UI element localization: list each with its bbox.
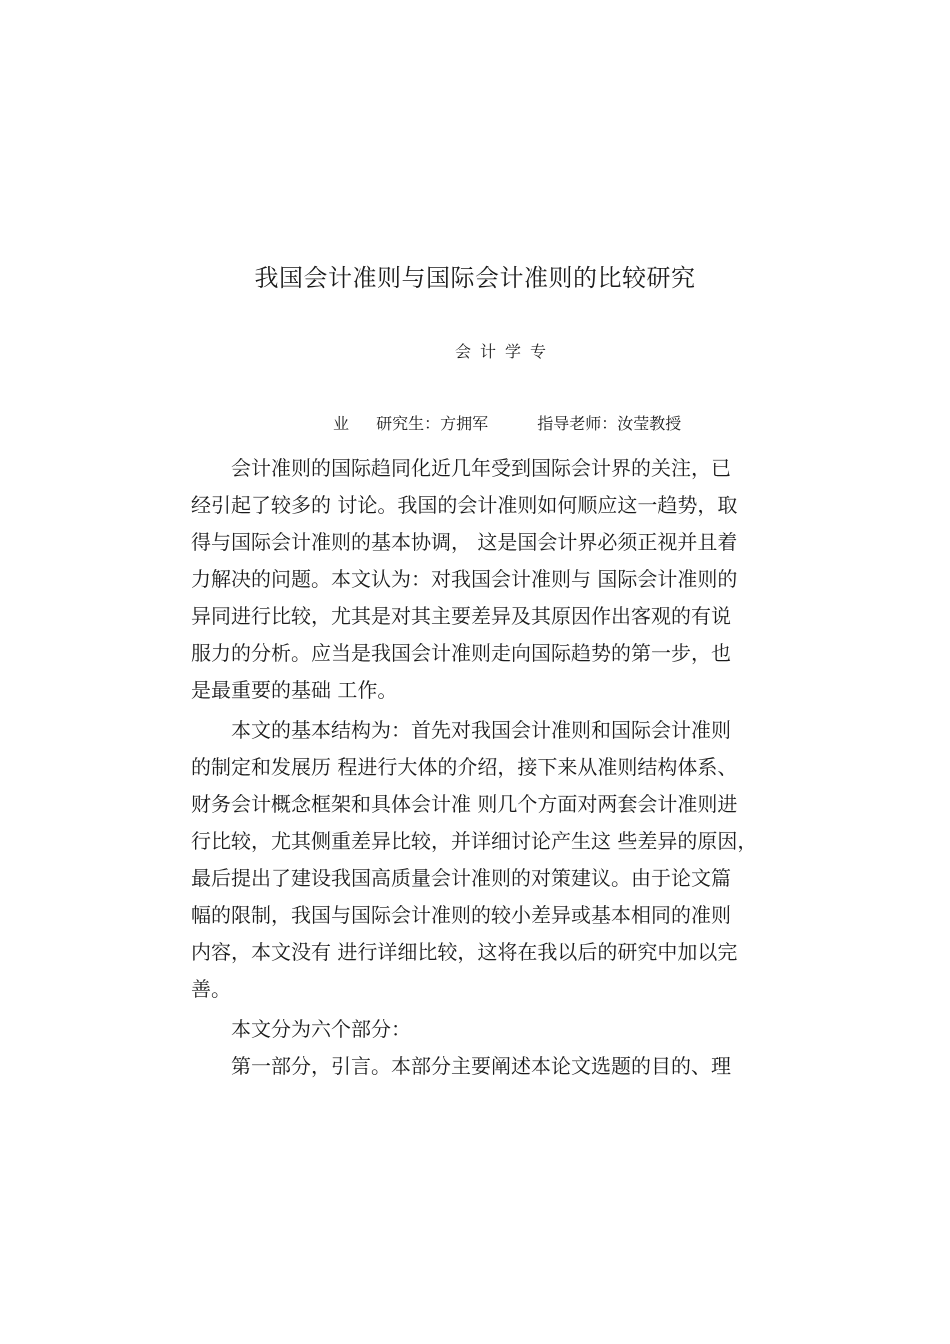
text-line: 本文的基本结构为：首先对我国会计准则和国际会计准则 — [231, 718, 731, 742]
paragraph-4 — [191, 1048, 763, 1085]
text-line: 是最重要的基础 工作。 — [191, 678, 398, 702]
text-line: 服力的分析。应当是我国会计准则走向国际趋势的第一步，也 — [191, 641, 731, 665]
text-line: 内容，本文没有 进行详细比较，这将在我以后的研究中加以完 — [191, 940, 738, 964]
text-line: 力解决的问题。本文认为：对我国会计准则与 国际会计准则的 — [191, 567, 738, 591]
paragraph-3 — [191, 1011, 763, 1048]
text-line: 财务会计概念框架和具体会计准 则几个方面对两套会计准则进 — [191, 792, 738, 816]
advisor-name: 指导老师：汝莹教授 — [537, 414, 682, 433]
abstract-body — [191, 450, 763, 1085]
text-line: 经引起了较多的 讨论。我国的会计准则如何顺应这一趋势，取 — [191, 493, 738, 517]
text-line: 本文分为六个部分： — [231, 1017, 411, 1041]
text-line: 的制定和发展历 程进行大体的介绍，接下来从准则结构体系、 — [191, 755, 738, 779]
major-label: 会计学专 — [454, 342, 555, 361]
text-line: 幅的限制，我国与国际会计准则的较小差异或基本相同的准则 — [191, 903, 731, 927]
text-line: 异同进行比较，尤其是对其主要差异及其原因作出客观的有说 — [191, 604, 731, 628]
paper-title: 我国会计准则与国际会计准则的比较研究 — [254, 264, 696, 292]
author-line — [333, 412, 681, 436]
paragraph-2 — [191, 712, 763, 1008]
text-line: 第一部分，引言。本部分主要阐述本论文选题的目的、理 — [231, 1054, 731, 1078]
text-line: 善。 — [191, 977, 231, 1001]
paragraph-1 — [191, 450, 763, 709]
major-suffix: 业 — [333, 414, 350, 433]
text-line: 会计准则的国际趋同化近几年受到国际会计界的关注，已 — [231, 456, 731, 480]
text-line: 最后提出了建设我国高质量会计准则的对策建议。由于论文篇 — [191, 866, 731, 890]
text-line: 得与国际会计准则的基本协调， 这是国会计界必须正视并且着 — [191, 530, 738, 554]
text-line: 行比较，尤其侧重差异比较，并详细讨论产生这 些差异的原因， — [191, 829, 758, 853]
researcher-name: 研究生：方拥军 — [376, 414, 489, 433]
